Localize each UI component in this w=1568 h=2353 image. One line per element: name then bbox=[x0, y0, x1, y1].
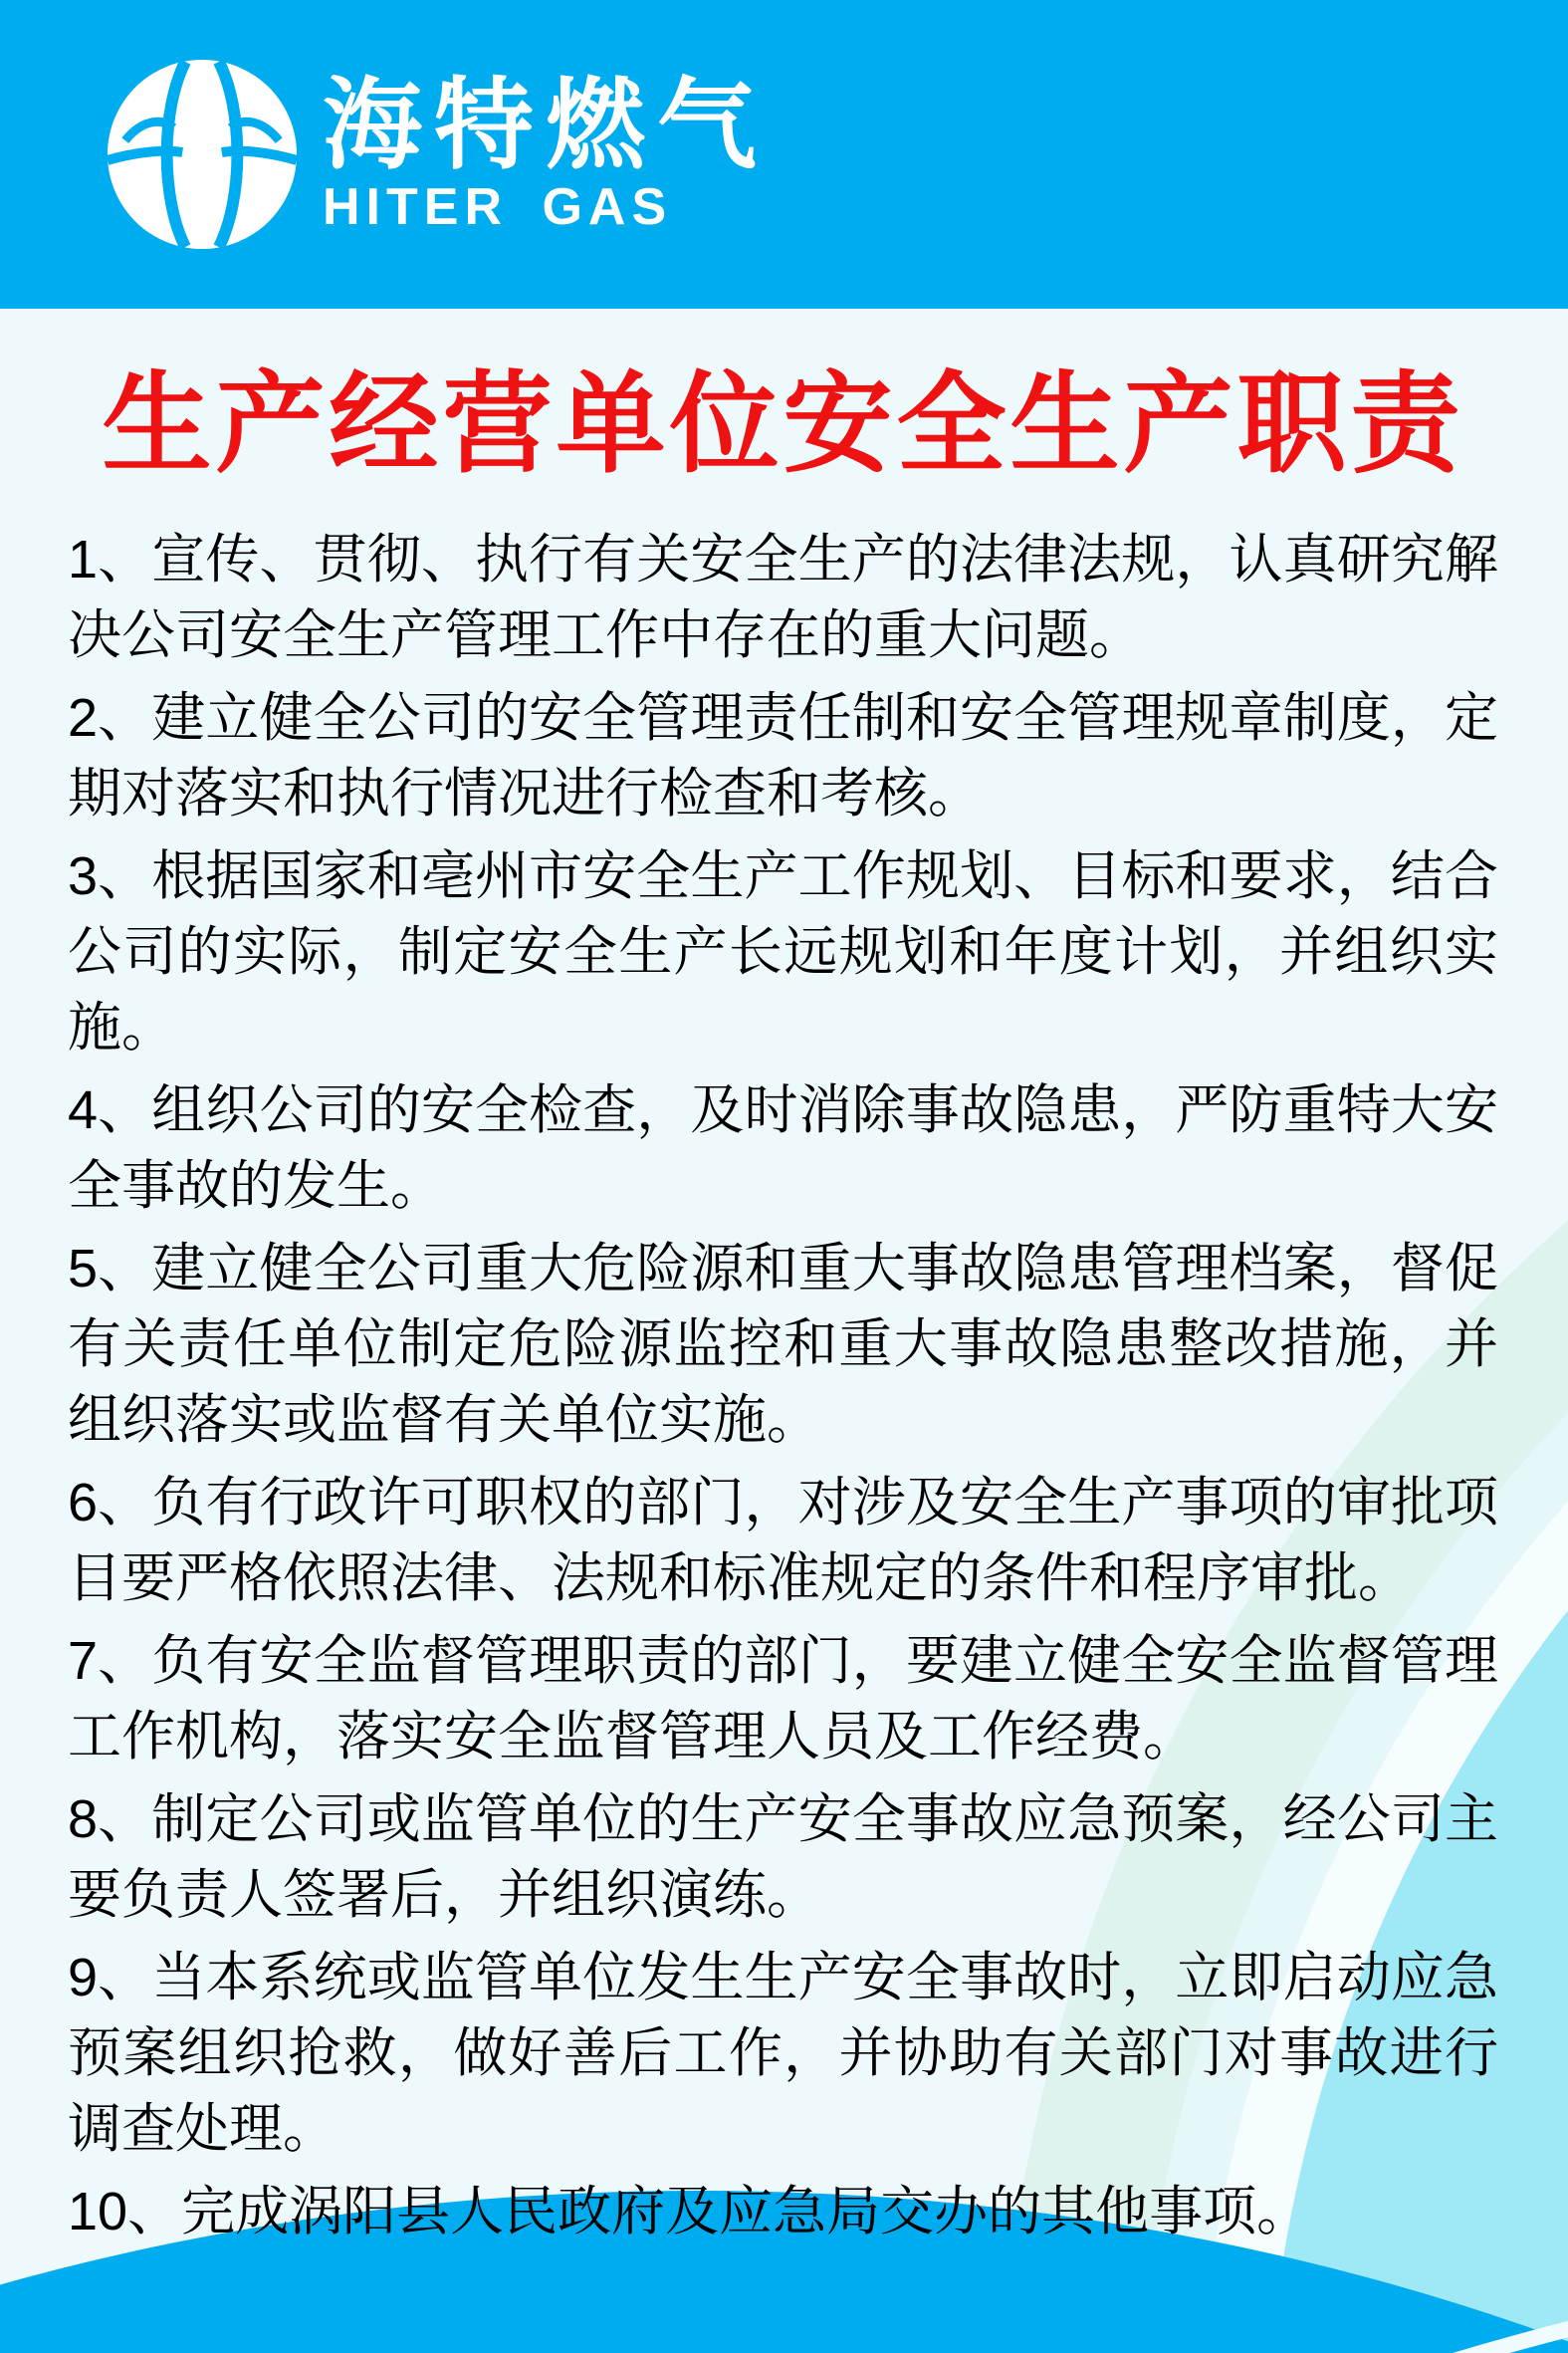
poster-content bbox=[0, 363, 1568, 2249]
list-item: 2、建立健全公司的安全管理责任制和安全管理规章制度，定期对落实和执行情况进行检查和考核。 bbox=[68, 688, 1498, 824]
hiter-gas-ball-icon bbox=[104, 56, 301, 253]
list-item: 10、完成涡阳县人民政府及应急局交办的其他事项。 bbox=[68, 2182, 1311, 2241]
brand-name-english: HITER GAS bbox=[323, 178, 673, 236]
list-item: 3、根据国家和亳州市安全生产工作规划、目标和要求，结合公司的实际，制定安全生产长远规划和年度计划，并组织实施。 bbox=[68, 846, 1498, 1058]
brand-logo bbox=[104, 56, 769, 253]
brand-logotype bbox=[323, 70, 769, 236]
page-title: 生产经营单位安全生产职责 bbox=[102, 363, 1464, 486]
responsibility-list bbox=[68, 522, 1498, 2249]
header-band bbox=[0, 0, 1568, 309]
list-item: 1、宣传、贯彻、执行有关安全生产的法律法规，认真研究解决公司安全生产管理工作中存在的重大问题。 bbox=[68, 530, 1498, 665]
list-item: 7、负有安全监督管理职责的部门，要建立健全安全监督管理工作机构，落实安全监督管理人员及工作经费。 bbox=[68, 1631, 1498, 1766]
list-item: 8、制定公司或监管单位的生产安全事故应急预案，经公司主要负责人签署后，并组织演练。 bbox=[68, 1789, 1498, 1925]
list-item: 5、建立健全公司重大危险源和重大事故隐患管理档案，督促有关责任单位制定危险源监控和重大事故隐患整改措施，并组织落实或监督有关单位实施。 bbox=[68, 1239, 1498, 1450]
list-item: 6、负有行政许可职权的部门，对涉及安全生产事项的审批项目要严格依照法律、法规和标准规定的条件和程序审批。 bbox=[68, 1473, 1498, 1608]
list-item: 4、组织公司的安全检查，及时消除事故隐患，严防重特大安全事故的发生。 bbox=[68, 1080, 1498, 1216]
list-item: 9、当本系统或监管单位发生生产安全事故时，立即启动应急预案组织抢救，做好善后工作，并协助有关部门对事故进行调查处理。 bbox=[68, 1948, 1498, 2159]
brand-name-chinese: 海特燃气 bbox=[323, 70, 769, 181]
